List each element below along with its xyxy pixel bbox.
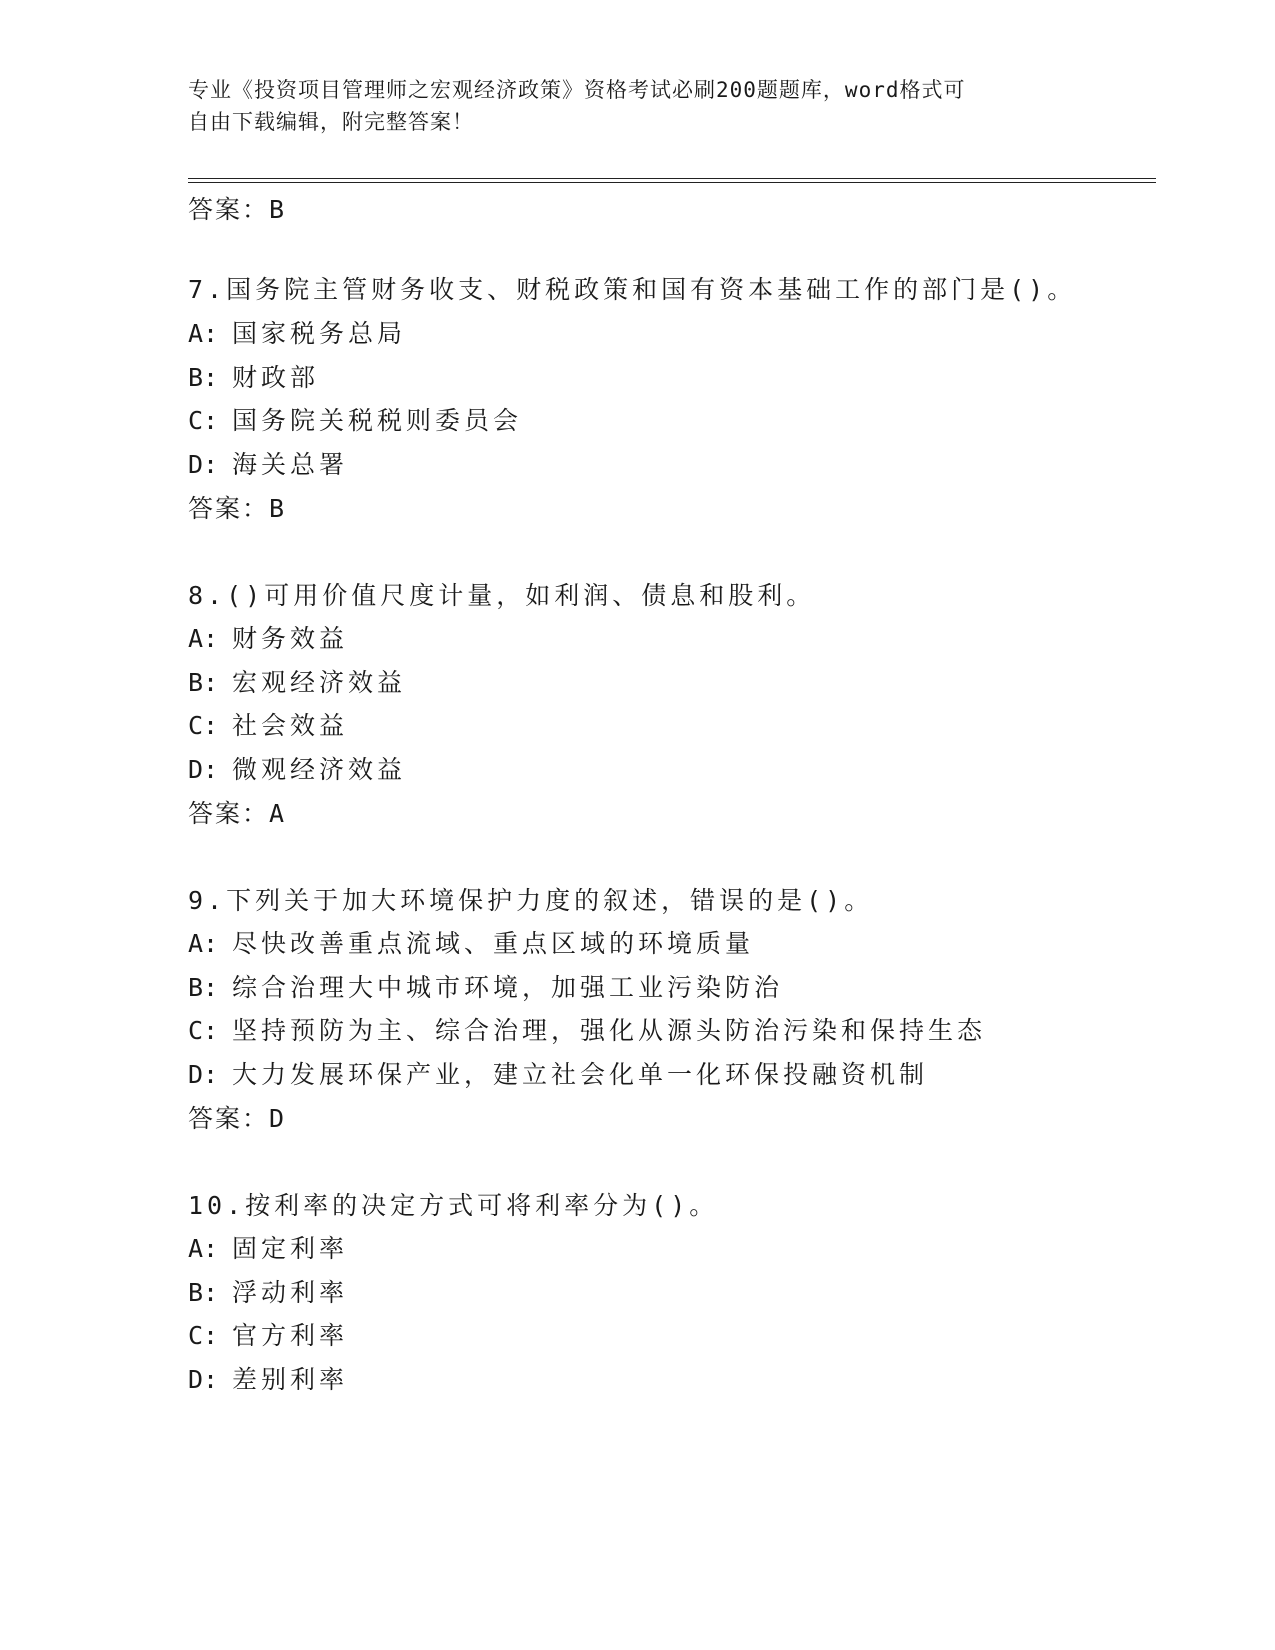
- option-text: 官方利率: [232, 1321, 349, 1350]
- answer-label: 答案：: [188, 195, 270, 224]
- option-text: 综合治理大中城市环境，加强工业污染防治: [232, 973, 784, 1002]
- question-10-option-b: [188, 1277, 348, 1309]
- option-text: 尽快改善重点流域、重点区域的环境质量: [232, 929, 755, 958]
- answer-label: 答案：: [188, 1104, 270, 1133]
- question-9-option-b: [188, 972, 783, 1004]
- question-8-stem: 8.()可用价值尺度计量，如利润、债息和股利。: [188, 581, 816, 610]
- option-label: C:: [188, 1016, 219, 1045]
- option-text: 财政部: [232, 363, 320, 392]
- question-10-stem: 10.按利率的决定方式可将利率分为()。: [188, 1191, 719, 1220]
- header-line-2: 自由下载编辑，附完整答案！: [188, 110, 474, 134]
- option-label: C:: [188, 711, 219, 740]
- option-label: B:: [188, 1278, 219, 1307]
- question-10-option-a: [188, 1233, 348, 1265]
- question-8-answer: [188, 798, 286, 830]
- option-text: 海关总署: [232, 450, 349, 479]
- answer-value: A: [269, 799, 287, 828]
- option-label: C:: [188, 406, 219, 435]
- prev-answer: [188, 194, 286, 226]
- option-text: 国务院关税税则委员会: [232, 406, 523, 435]
- option-label: B:: [188, 668, 219, 697]
- question-10-option-c: [188, 1320, 348, 1352]
- question-9-answer: [188, 1103, 286, 1135]
- question-8-option-d: [188, 754, 406, 786]
- question-8-option-c: [188, 710, 348, 742]
- option-text: 财务效益: [232, 624, 349, 653]
- question-7-option-b: [188, 362, 319, 394]
- question-9-option-d: [188, 1059, 928, 1091]
- option-label: B:: [188, 973, 219, 1002]
- option-label: A:: [188, 319, 219, 348]
- option-text: 浮动利率: [232, 1278, 349, 1307]
- option-label: C:: [188, 1321, 219, 1350]
- header-divider: [188, 178, 1156, 183]
- option-text: 坚持预防为主、综合治理，强化从源头防治污染和保持生态: [232, 1016, 987, 1045]
- option-text: 社会效益: [232, 711, 349, 740]
- answer-value: B: [269, 494, 287, 523]
- question-7-option-d: [188, 449, 348, 481]
- question-10-option-d: [188, 1364, 348, 1396]
- option-label: D:: [188, 755, 219, 784]
- option-text: 大力发展环保产业，建立社会化单一化环保投融资机制: [232, 1060, 929, 1089]
- option-text: 固定利率: [232, 1234, 349, 1263]
- option-label: B:: [188, 363, 219, 392]
- question-8-option-b: [188, 667, 406, 699]
- option-text: 宏观经济效益: [232, 668, 407, 697]
- document-header: [188, 74, 1088, 138]
- answer-value: D: [269, 1104, 287, 1133]
- question-9-option-a: [188, 928, 754, 960]
- option-label: A:: [188, 624, 219, 653]
- question-9-option-c: [188, 1015, 986, 1047]
- answer-label: 答案：: [188, 799, 270, 828]
- option-label: D:: [188, 1060, 219, 1089]
- option-label: A:: [188, 1234, 219, 1263]
- option-label: A:: [188, 929, 219, 958]
- answer-label: 答案：: [188, 494, 270, 523]
- question-7-option-c: [188, 405, 522, 437]
- question-7-option-a: [188, 318, 406, 350]
- option-label: D:: [188, 1365, 219, 1394]
- option-text: 国家税务总局: [232, 319, 407, 348]
- question-8-option-a: [188, 623, 348, 655]
- option-text: 微观经济效益: [232, 755, 407, 784]
- header-line-1: 专业《投资项目管理师之宏观经济政策》资格考试必刷200题题库，word格式可: [188, 78, 966, 102]
- answer-value: B: [269, 195, 287, 224]
- option-label: D:: [188, 450, 219, 479]
- option-text: 差别利率: [232, 1365, 349, 1394]
- question-9-stem: 9.下列关于加大环境保护力度的叙述，错误的是()。: [188, 886, 874, 915]
- question-7-answer: [188, 493, 286, 525]
- question-7-stem: 7.国务院主管财务收支、财税政策和国有资本基础工作的部门是()。: [188, 275, 1077, 304]
